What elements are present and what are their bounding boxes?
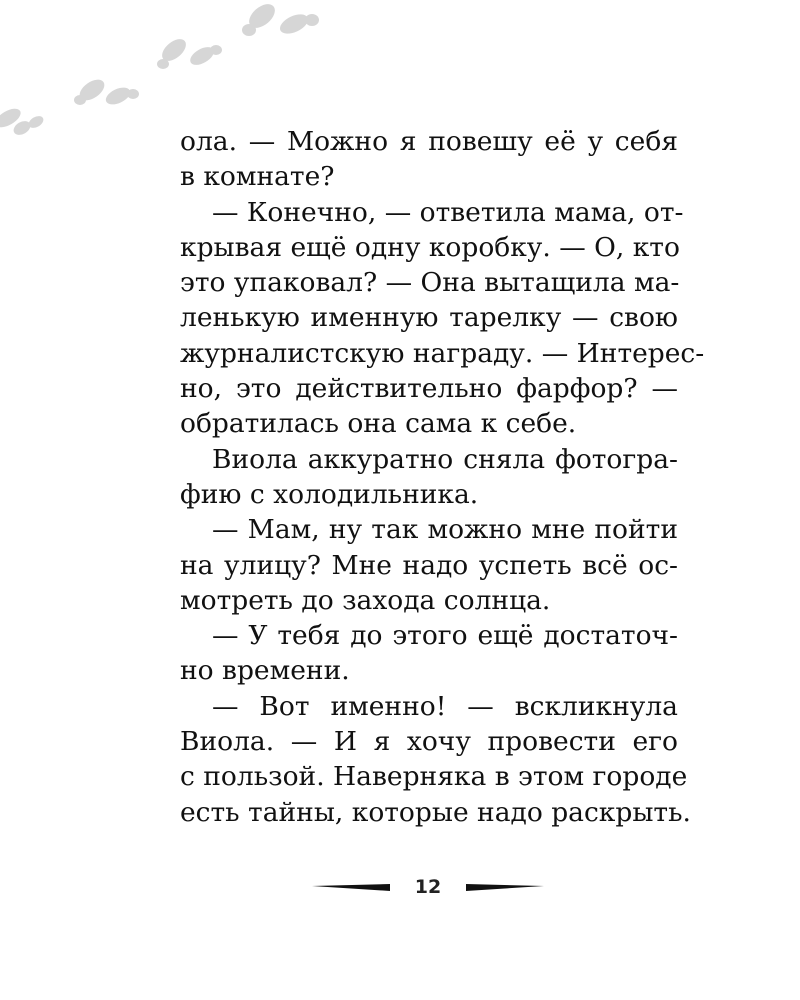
text-line: — У тебя до этого ещё достаточ- — [212, 620, 678, 652]
text-line: Виола. — И я хочу провести его — [180, 726, 678, 758]
text-line: ленькую именную тарелку — свою — [180, 302, 678, 334]
text-line: есть тайны, которые надо раскрыть. — [180, 796, 691, 828]
text-line: крывая ещё одну коробку. — О, кто — [180, 231, 680, 263]
page-number-footer — [0, 872, 800, 902]
text-line: Виола аккуратно сняла фотогра- — [212, 443, 678, 475]
book-text — [180, 124, 705, 830]
text-line: журналистскую награду. — Интерес- — [180, 337, 705, 369]
text-line: ола. — Можно я повешу её у себя — [180, 126, 678, 157]
text-line: это упаковал? — Она вытащила ма- — [180, 267, 680, 299]
text-line: — Вот именно! — вскликнула — [212, 690, 678, 722]
text-line: но времени. — [180, 655, 350, 687]
text-line: с пользой. Наверняка в этом городе — [180, 761, 688, 793]
page-number: 12 — [414, 876, 442, 898]
text-line: в комнате? — [180, 161, 335, 193]
text-line: на улицу? Мне надо успеть всё ос- — [180, 549, 678, 581]
text-line: обратилась она сама к себе. — [180, 408, 577, 440]
text-line: — Мам, ну так можно мне пойти — [212, 514, 678, 546]
right-ornament-wedge — [466, 884, 544, 891]
left-ornament-wedge — [312, 884, 390, 891]
text-line: — Конечно, — ответила мама, от- — [212, 196, 684, 228]
text-line: но, это действительно фарфор? — — [180, 373, 678, 405]
text-line: фию с холодильника. — [180, 478, 479, 510]
text-line: мотреть до захода солнца. — [180, 584, 551, 616]
